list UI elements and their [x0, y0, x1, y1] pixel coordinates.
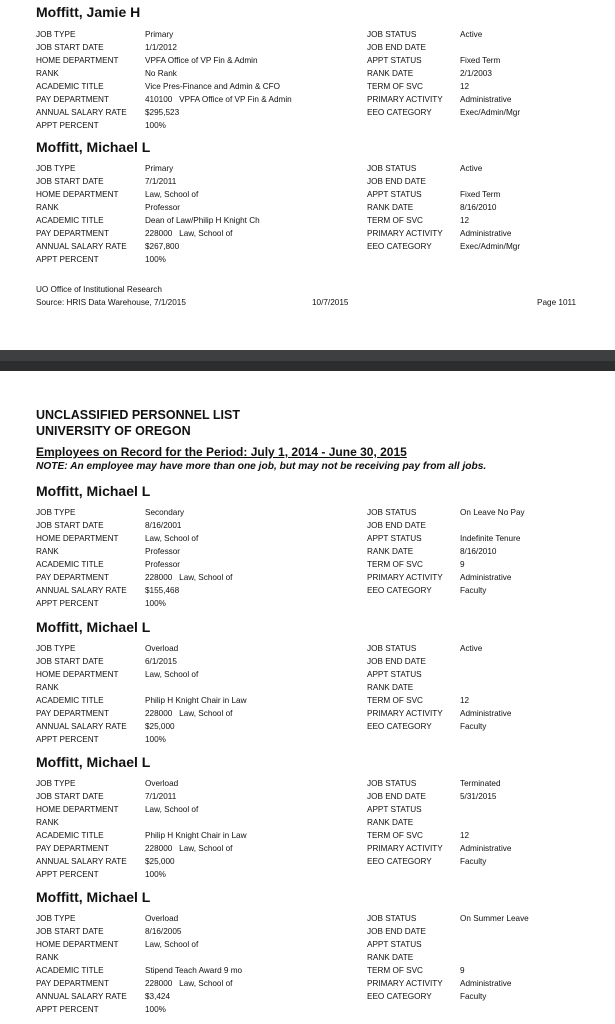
report-period: Employees on Record for the Period: July 1, 2014 - June 30, 2015 [36, 445, 407, 459]
term-of-svc-value: 12 [460, 696, 470, 705]
record-row [36, 655, 596, 668]
pay-department-value: 410100 VPFA Office of VP Fin & Admin [145, 95, 292, 104]
record-row [36, 67, 596, 80]
appt-percent-label: APPT PERCENT [36, 735, 99, 744]
rank-label: RANK [36, 953, 59, 962]
primary-activity-label: PRIMARY ACTIVITY [367, 95, 443, 104]
record-row [36, 707, 596, 720]
eeo-category-value: Faculty [460, 992, 487, 1001]
home-department-label: HOME DEPARTMENT [36, 534, 119, 543]
eeo-category-label: EEO CATEGORY [367, 857, 432, 866]
job-status-label: JOB STATUS [367, 164, 417, 173]
job-start-date-label: JOB START DATE [36, 521, 104, 530]
appt-status-value: Indefinite Tenure [460, 534, 521, 543]
job-status-label: JOB STATUS [367, 508, 417, 517]
appt-status-label: APPT STATUS [367, 940, 422, 949]
employee-name: Moffitt, Michael L [36, 483, 151, 499]
appt-status-label: APPT STATUS [367, 670, 422, 679]
job-end-date-label: JOB END DATE [367, 521, 426, 530]
term-of-svc-label: TERM OF SVC [367, 696, 423, 705]
academic-title-value: Stipend Teach Award 9 mo [145, 966, 243, 975]
primary-activity-label: PRIMARY ACTIVITY [367, 573, 443, 582]
record-row [36, 964, 596, 977]
primary-activity-label: PRIMARY ACTIVITY [367, 709, 443, 718]
home-department-label: HOME DEPARTMENT [36, 190, 119, 199]
job-end-date-label: JOB END DATE [367, 657, 426, 666]
record-row [36, 558, 596, 571]
record-row [36, 201, 596, 214]
appt-percent-label: APPT PERCENT [36, 255, 99, 264]
rank-date-value: 8/16/2010 [460, 203, 497, 212]
record-row [36, 790, 596, 803]
term-of-svc-label: TERM OF SVC [367, 82, 423, 91]
footer-date: 10/7/2015 [312, 298, 349, 307]
record-row [36, 175, 596, 188]
pay-department-value: 228000 Law, School of [145, 979, 233, 988]
pay-department-value: 228000 Law, School of [145, 844, 233, 853]
appt-status-label: APPT STATUS [367, 190, 422, 199]
term-of-svc-value: 12 [460, 216, 470, 225]
appt-percent-value: 100% [145, 599, 166, 608]
record-row [36, 777, 596, 790]
annual-salary-rate-value: $155,468 [145, 586, 180, 595]
appt-percent-value: 100% [145, 870, 166, 879]
job-status-label: JOB STATUS [367, 30, 417, 39]
record-row [36, 240, 596, 253]
primary-activity-value: Administrative [460, 229, 512, 238]
term-of-svc-value: 9 [460, 966, 465, 975]
employee-name: Moffitt, Michael L [36, 139, 151, 155]
job-status-value: On Summer Leave [460, 914, 529, 923]
term-of-svc-label: TERM OF SVC [367, 216, 423, 225]
annual-salary-rate-label: ANNUAL SALARY RATE [36, 586, 127, 595]
term-of-svc-label: TERM OF SVC [367, 831, 423, 840]
academic-title-label: ACADEMIC TITLE [36, 560, 104, 569]
job-status-label: JOB STATUS [367, 914, 417, 923]
home-department-label: HOME DEPARTMENT [36, 940, 119, 949]
job-start-date-label: JOB START DATE [36, 43, 104, 52]
job-type-value: Overload [145, 914, 179, 923]
pay-department-value: 228000 Law, School of [145, 709, 233, 718]
primary-activity-label: PRIMARY ACTIVITY [367, 844, 443, 853]
job-type-label: JOB TYPE [36, 508, 76, 517]
primary-activity-value: Administrative [460, 709, 512, 718]
rank-date-label: RANK DATE [367, 683, 414, 692]
job-end-date-label: JOB END DATE [367, 792, 426, 801]
job-type-label: JOB TYPE [36, 30, 76, 39]
appt-percent-label: APPT PERCENT [36, 599, 99, 608]
record-row [36, 227, 596, 240]
home-department-value: Law, School of [145, 940, 199, 949]
eeo-category-label: EEO CATEGORY [367, 992, 432, 1001]
record-row [36, 855, 596, 868]
record-row [36, 93, 596, 106]
annual-salary-rate-label: ANNUAL SALARY RATE [36, 722, 127, 731]
record-row [36, 912, 596, 925]
job-status-label: JOB STATUS [367, 779, 417, 788]
rank-value: Professor [145, 203, 181, 212]
record-row [36, 668, 596, 681]
eeo-category-value: Faculty [460, 722, 487, 731]
job-type-value: Secondary [145, 508, 185, 517]
rank-date-label: RANK DATE [367, 953, 414, 962]
appt-status-label: APPT STATUS [367, 805, 422, 814]
annual-salary-rate-label: ANNUAL SALARY RATE [36, 992, 127, 1001]
rank-label: RANK [36, 69, 59, 78]
rank-date-label: RANK DATE [367, 547, 414, 556]
job-type-value: Primary [145, 30, 174, 39]
eeo-category-value: Exec/Admin/Mgr [460, 108, 521, 117]
job-type-value: Overload [145, 779, 179, 788]
appt-percent-value: 100% [145, 255, 166, 264]
record-row [36, 41, 596, 54]
rank-label: RANK [36, 683, 59, 692]
record-row [36, 54, 596, 67]
eeo-category-value: Faculty [460, 586, 487, 595]
annual-salary-rate-label: ANNUAL SALARY RATE [36, 242, 127, 251]
job-start-date-value: 1/1/2012 [145, 43, 177, 52]
record-row [36, 80, 596, 93]
report-title: UNCLASSIFIED PERSONNEL LIST [36, 408, 240, 422]
record-row [36, 720, 596, 733]
appt-percent-value: 100% [145, 1005, 166, 1014]
home-department-value: Law, School of [145, 190, 199, 199]
report-note: NOTE: An employee may have more than one job, but may not be receiving pay from all jobs. [36, 461, 487, 472]
record-row [36, 951, 596, 964]
pay-department-label: PAY DEPARTMENT [36, 844, 109, 853]
pay-department-value: 228000 Law, School of [145, 573, 233, 582]
academic-title-value: Philip H Knight Chair in Law [145, 831, 247, 840]
job-type-label: JOB TYPE [36, 164, 76, 173]
job-start-date-label: JOB START DATE [36, 792, 104, 801]
annual-salary-rate-value: $25,000 [145, 722, 175, 731]
job-start-date-value: 8/16/2001 [145, 521, 182, 530]
job-start-date-value: 6/1/2015 [145, 657, 177, 666]
record-row [36, 214, 596, 227]
job-start-date-value: 7/1/2011 [145, 792, 177, 801]
record-row [36, 571, 596, 584]
appt-status-value: Fixed Term [460, 56, 501, 65]
annual-salary-rate-value: $267,800 [145, 242, 180, 251]
record-row [36, 842, 596, 855]
annual-salary-rate-value: $25,000 [145, 857, 175, 866]
appt-status-label: APPT STATUS [367, 534, 422, 543]
job-end-date-value: 5/31/2015 [460, 792, 497, 801]
job-type-label: JOB TYPE [36, 779, 76, 788]
job-start-date-label: JOB START DATE [36, 927, 104, 936]
employee-name: Moffitt, Michael L [36, 889, 151, 905]
home-department-value: Law, School of [145, 534, 199, 543]
home-department-label: HOME DEPARTMENT [36, 56, 119, 65]
employee-name: Moffitt, Michael L [36, 754, 151, 770]
home-department-label: HOME DEPARTMENT [36, 670, 119, 679]
record-row [36, 545, 596, 558]
record-row [36, 1003, 596, 1016]
primary-activity-value: Administrative [460, 95, 512, 104]
pay-department-label: PAY DEPARTMENT [36, 95, 109, 104]
primary-activity-label: PRIMARY ACTIVITY [367, 229, 443, 238]
record-row [36, 506, 596, 519]
academic-title-value: Philip H Knight Chair in Law [145, 696, 247, 705]
job-end-date-label: JOB END DATE [367, 177, 426, 186]
pay-department-value: 228000 Law, School of [145, 229, 233, 238]
eeo-category-value: Exec/Admin/Mgr [460, 242, 521, 251]
home-department-value: Law, School of [145, 670, 199, 679]
eeo-category-label: EEO CATEGORY [367, 586, 432, 595]
academic-title-value: Professor [145, 560, 181, 569]
record-row [36, 642, 596, 655]
employee-name: Moffitt, Jamie H [36, 4, 141, 20]
employee-name: Moffitt, Michael L [36, 619, 151, 635]
job-end-date-label: JOB END DATE [367, 43, 426, 52]
annual-salary-rate-value: $3,424 [145, 992, 171, 1001]
term-of-svc-value: 12 [460, 82, 470, 91]
home-department-value: VPFA Office of VP Fin & Admin [145, 56, 258, 65]
academic-title-label: ACADEMIC TITLE [36, 82, 104, 91]
record-row [36, 868, 596, 881]
job-status-label: JOB STATUS [367, 644, 417, 653]
job-status-value: Active [460, 164, 483, 173]
report-subtitle: UNIVERSITY OF OREGON [36, 424, 191, 438]
pay-department-label: PAY DEPARTMENT [36, 709, 109, 718]
primary-activity-value: Administrative [460, 573, 512, 582]
record-row [36, 816, 596, 829]
primary-activity-value: Administrative [460, 979, 512, 988]
pdf-page-1011 [0, 0, 615, 350]
appt-status-label: APPT STATUS [367, 56, 422, 65]
record-row [36, 188, 596, 201]
term-of-svc-label: TERM OF SVC [367, 966, 423, 975]
record-row [36, 925, 596, 938]
rank-date-label: RANK DATE [367, 69, 414, 78]
record-row [36, 119, 596, 132]
record-row [36, 519, 596, 532]
job-type-value: Primary [145, 164, 174, 173]
record-row [36, 803, 596, 816]
primary-activity-label: PRIMARY ACTIVITY [367, 979, 443, 988]
academic-title-value: Vice Pres-Finance and Admin & CFO [145, 82, 281, 91]
footer-source: Source: HRIS Data Warehouse, 7/1/2015 [36, 298, 186, 307]
pay-department-label: PAY DEPARTMENT [36, 979, 109, 988]
job-status-value: On Leave No Pay [460, 508, 525, 517]
job-start-date-label: JOB START DATE [36, 177, 104, 186]
rank-date-value: 8/16/2010 [460, 547, 497, 556]
job-type-label: JOB TYPE [36, 644, 76, 653]
rank-label: RANK [36, 547, 59, 556]
rank-label: RANK [36, 203, 59, 212]
term-of-svc-value: 12 [460, 831, 470, 840]
term-of-svc-label: TERM OF SVC [367, 560, 423, 569]
annual-salary-rate-value: $295,523 [145, 108, 180, 117]
rank-date-label: RANK DATE [367, 818, 414, 827]
appt-percent-label: APPT PERCENT [36, 1005, 99, 1014]
appt-status-value: Fixed Term [460, 190, 501, 199]
rank-label: RANK [36, 818, 59, 827]
appt-percent-label: APPT PERCENT [36, 121, 99, 130]
record-row [36, 597, 596, 610]
footer-office: UO Office of Institutional Research [36, 285, 162, 294]
record-row [36, 938, 596, 951]
footer-page-number: Page 1011 [537, 298, 577, 307]
record-row [36, 829, 596, 842]
pay-department-label: PAY DEPARTMENT [36, 573, 109, 582]
record-row [36, 733, 596, 746]
rank-date-label: RANK DATE [367, 203, 414, 212]
record-row [36, 990, 596, 1003]
eeo-category-value: Faculty [460, 857, 487, 866]
job-status-value: Active [460, 644, 483, 653]
job-status-value: Active [460, 30, 483, 39]
home-department-label: HOME DEPARTMENT [36, 805, 119, 814]
rank-date-value: 2/1/2003 [460, 69, 492, 78]
eeo-category-label: EEO CATEGORY [367, 242, 432, 251]
rank-value: Professor [145, 547, 181, 556]
appt-percent-value: 100% [145, 121, 166, 130]
academic-title-label: ACADEMIC TITLE [36, 966, 104, 975]
job-start-date-value: 8/16/2005 [145, 927, 182, 936]
record-row [36, 253, 596, 266]
record-row [36, 106, 596, 119]
job-start-date-value: 7/1/2011 [145, 177, 177, 186]
annual-salary-rate-label: ANNUAL SALARY RATE [36, 857, 127, 866]
appt-percent-label: APPT PERCENT [36, 870, 99, 879]
pay-department-label: PAY DEPARTMENT [36, 229, 109, 238]
record-row [36, 977, 596, 990]
eeo-category-label: EEO CATEGORY [367, 108, 432, 117]
home-department-value: Law, School of [145, 805, 199, 814]
job-status-value: Terminated [460, 779, 501, 788]
record-row [36, 584, 596, 597]
term-of-svc-value: 9 [460, 560, 465, 569]
job-start-date-label: JOB START DATE [36, 657, 104, 666]
record-row [36, 532, 596, 545]
record-row [36, 28, 596, 41]
eeo-category-label: EEO CATEGORY [367, 722, 432, 731]
job-type-value: Overload [145, 644, 179, 653]
page-separator-shadow [0, 361, 615, 371]
job-end-date-label: JOB END DATE [367, 927, 426, 936]
annual-salary-rate-label: ANNUAL SALARY RATE [36, 108, 127, 117]
appt-percent-value: 100% [145, 735, 166, 744]
rank-value: No Rank [145, 69, 177, 78]
academic-title-label: ACADEMIC TITLE [36, 696, 104, 705]
academic-title-value: Dean of Law/Philip H Knight Ch [145, 216, 260, 225]
primary-activity-value: Administrative [460, 844, 512, 853]
academic-title-label: ACADEMIC TITLE [36, 831, 104, 840]
record-row [36, 681, 596, 694]
record-row [36, 694, 596, 707]
job-type-label: JOB TYPE [36, 914, 76, 923]
record-row [36, 162, 596, 175]
academic-title-label: ACADEMIC TITLE [36, 216, 104, 225]
